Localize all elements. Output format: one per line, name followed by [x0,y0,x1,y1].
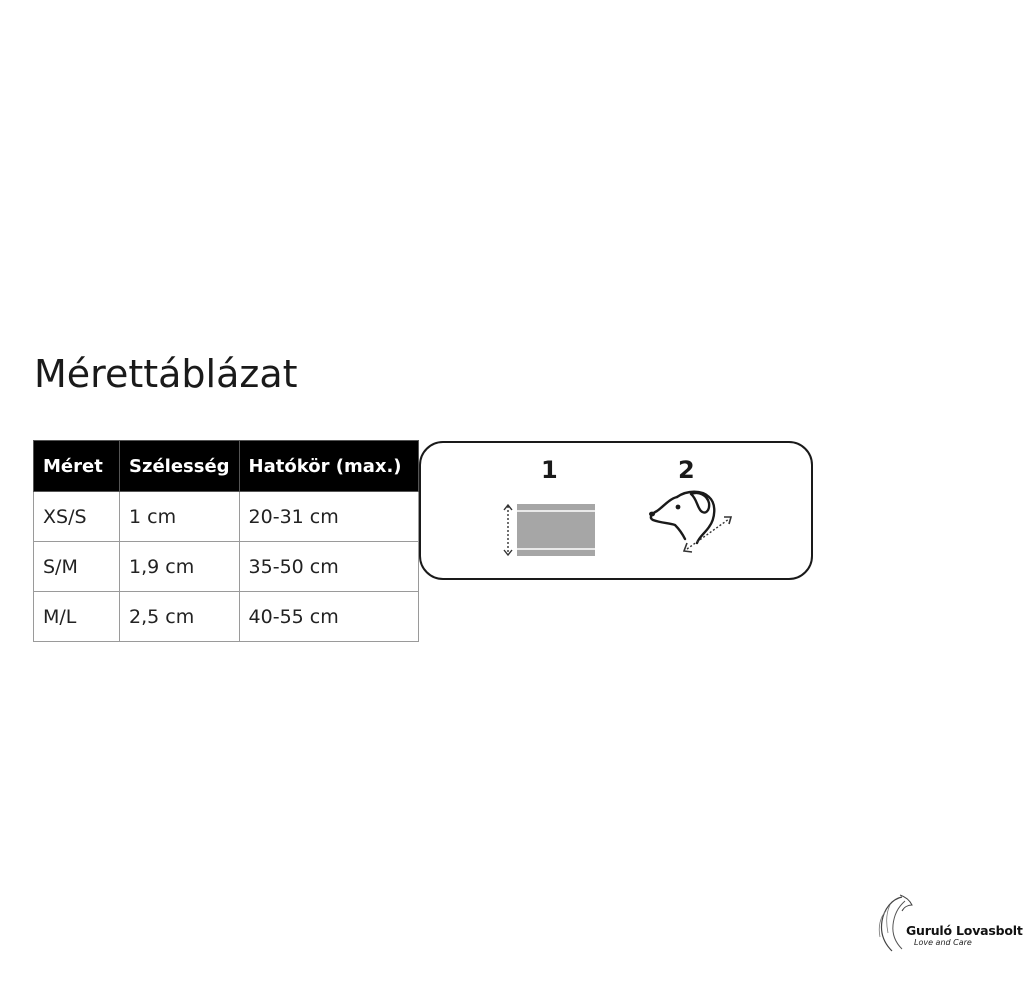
strap-width-icon [497,501,597,559]
table-row [34,542,419,592]
header-range: Hatókör (max.) [239,441,418,492]
measurement-legend [419,441,813,580]
cell-range: 40-55 cm [239,592,418,642]
cell-size: XS/S [34,492,120,542]
brand-tagline: Love and Care [914,938,972,947]
brand-name: Guruló Lovasbolt [906,923,1023,938]
cell-range: 20-31 cm [239,492,418,542]
legend-number-2: 2 [678,456,695,484]
page-title: Mérettáblázat [34,352,298,396]
cell-size: S/M [34,542,120,592]
cell-width: 1 cm [120,492,240,542]
cell-width: 2,5 cm [120,592,240,642]
brand-logo [872,893,1023,955]
table-row [34,592,419,642]
dog-neck-circumference-icon [647,487,737,563]
size-chart-table [33,440,419,642]
table-row [34,492,419,542]
cell-range: 35-50 cm [239,542,418,592]
table-header-row [34,441,419,492]
legend-number-1: 1 [541,456,558,484]
header-size: Méret [34,441,120,492]
header-width: Szélesség [120,441,240,492]
cell-width: 1,9 cm [120,542,240,592]
cell-size: M/L [34,592,120,642]
